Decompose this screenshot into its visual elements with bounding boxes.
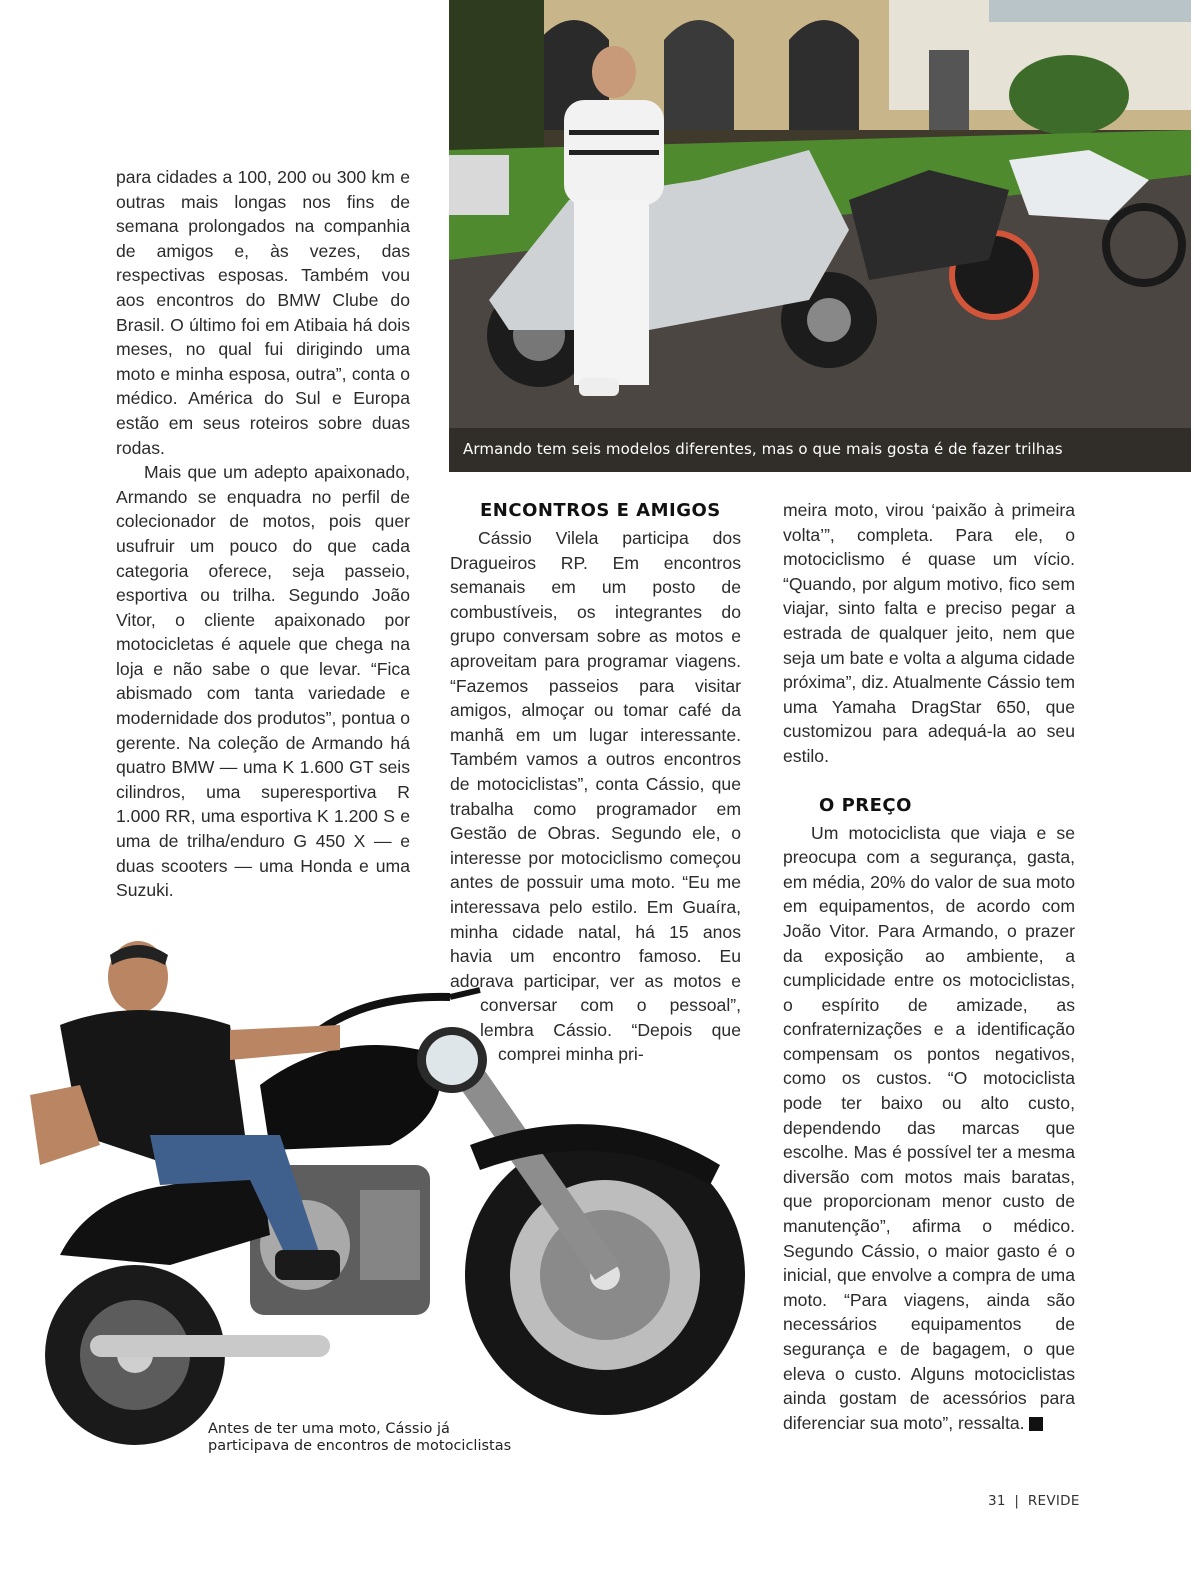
magazine-name: REVIDE xyxy=(1027,1493,1080,1509)
footer-separator: | xyxy=(1014,1493,1020,1509)
photo-bottom-caption xyxy=(208,1421,538,1455)
page-footer xyxy=(988,1493,1080,1509)
column-1-paragraph-2: Mais que um adepto apaixonado, Armando se enquadra no perfil de colecionador de motos, pois quer usufruir um pouco do que cada categoria oferece, seja passeio, esportiva ou trilha. Segundo João Vitor, o cliente apaixonado por motocicletas é aquele que chega na loja e não sabe o que levar. “Fica abismado com tanta variedade e modernidade dos produtos”, pontua o gerente. Na coleção de Armando há quatro BMW — uma K 1.600 GT seis cilindros, uma superesportiva R 1.000 RR, uma esportiva K 1.200 S e uma de trilha/enduro G 450 X — e duas scooters — uma Honda e uma Suzuki. xyxy=(116,462,410,901)
photo-armando-motorcycles xyxy=(449,0,1191,472)
column-3-paragraph-1: meira moto, virou ‘paixão à primeira volta’”, completa. Para ele, o motociclismo é quase um vício. “Quando, por algum motivo, fico sem viajar, sinto falta e preciso pegar a estrada de qualquer jeito, nem que seja um bate e volta a alguma cidade próxima”, diz. Atualmente Cássio tem uma Yamaha DragStar 650, que customizou para adequá-la ao seu estilo. xyxy=(783,500,1075,766)
photo-bottom-caption-line-2: participava de encontros de motociclistas xyxy=(208,1438,512,1454)
column-3-paragraph-2-text: Um motociclista que viaja e se preocupa com a segurança, gasta, em média, 20% do valor de sua moto em equipamentos, de acordo com João Vitor. Para Armando, o prazer da exposição ao ambiente, a cumplicidade entre os motociclistas, o espírito de amizade, as confraternizações e a identificação compensam os pontos negativos, como os custos. “O motociclista pode ter baixo ou alto custo, dependendo das marcas que escolhe. Mas é possível ter a mesma diversão com motos mais baratas, que proporcionam menor custo de manutenção”, afirma o médico. Segundo Cássio, o maior gasto é o inicial, que envolve a compra de uma moto. “Para viagens, ainda são necessários equipamentos de segurança e de bagagem, o que eleva o custo. Alguns motociclistas ainda gostam de acessórios para diferenciar sua moto”, ressalta. xyxy=(783,822,1075,1433)
photo-cassio-motorcycle xyxy=(20,935,760,1455)
revide-end-mark-icon: r xyxy=(1029,1417,1043,1431)
section-heading-encontros: ENCONTROS E AMIGOS xyxy=(480,500,721,521)
photo-bottom-caption-line-1: Antes de ter uma moto, Cássio já xyxy=(208,1421,450,1437)
column-1 xyxy=(116,165,410,903)
column-3-paragraph-2 xyxy=(783,821,1075,1436)
photo-top-caption: Armando tem seis modelos diferentes, mas o que mais gosta é de fazer trilhas xyxy=(463,440,1063,458)
column-2-paragraph-1: Cássio Vilela participa dos Dragueiros RP. Em encontros semanais em um posto de combustíveis, os integrantes do grupo conversam sobre as motos e aproveitam para programar viagens. “Fazemos passeios para visitar amigos, almoçar ou tomar café da manhã em um lugar interessante. Também vamos a outros encontros de motociclistas”, conta Cássio, que trabalha como programador em Gestão de Obras. Segundo ele, o interesse por motociclismo começou antes de possuir uma moto. “Eu me interessava pelo estilo. Em Guaíra, minha cidade natal, há 15 anos havia um encontro famoso. Eu adorava participar, ver as motos e conversar com o pessoal”, lembra Cássio. “Depois que comprei minha pri- xyxy=(450,528,741,1065)
page-number: 31 xyxy=(988,1493,1006,1509)
column-1-paragraph-1: para cidades a 100, 200 ou 300 km e outras mais longas nos fins de semana prolongados na companhia de amigos e, às vezes, das respectivas esposas. Também vou aos encontros do BMW Clube do Brasil. O último foi em Atibaia há dois meses, no qual fui dirigindo uma moto e minha esposa, outra”, conta o médico. América do Sul e Europa estão em seus roteiros sobre duas rodas. xyxy=(116,167,410,458)
section-heading-preco: O PREÇO xyxy=(819,794,912,816)
column-3 xyxy=(783,498,1075,1435)
